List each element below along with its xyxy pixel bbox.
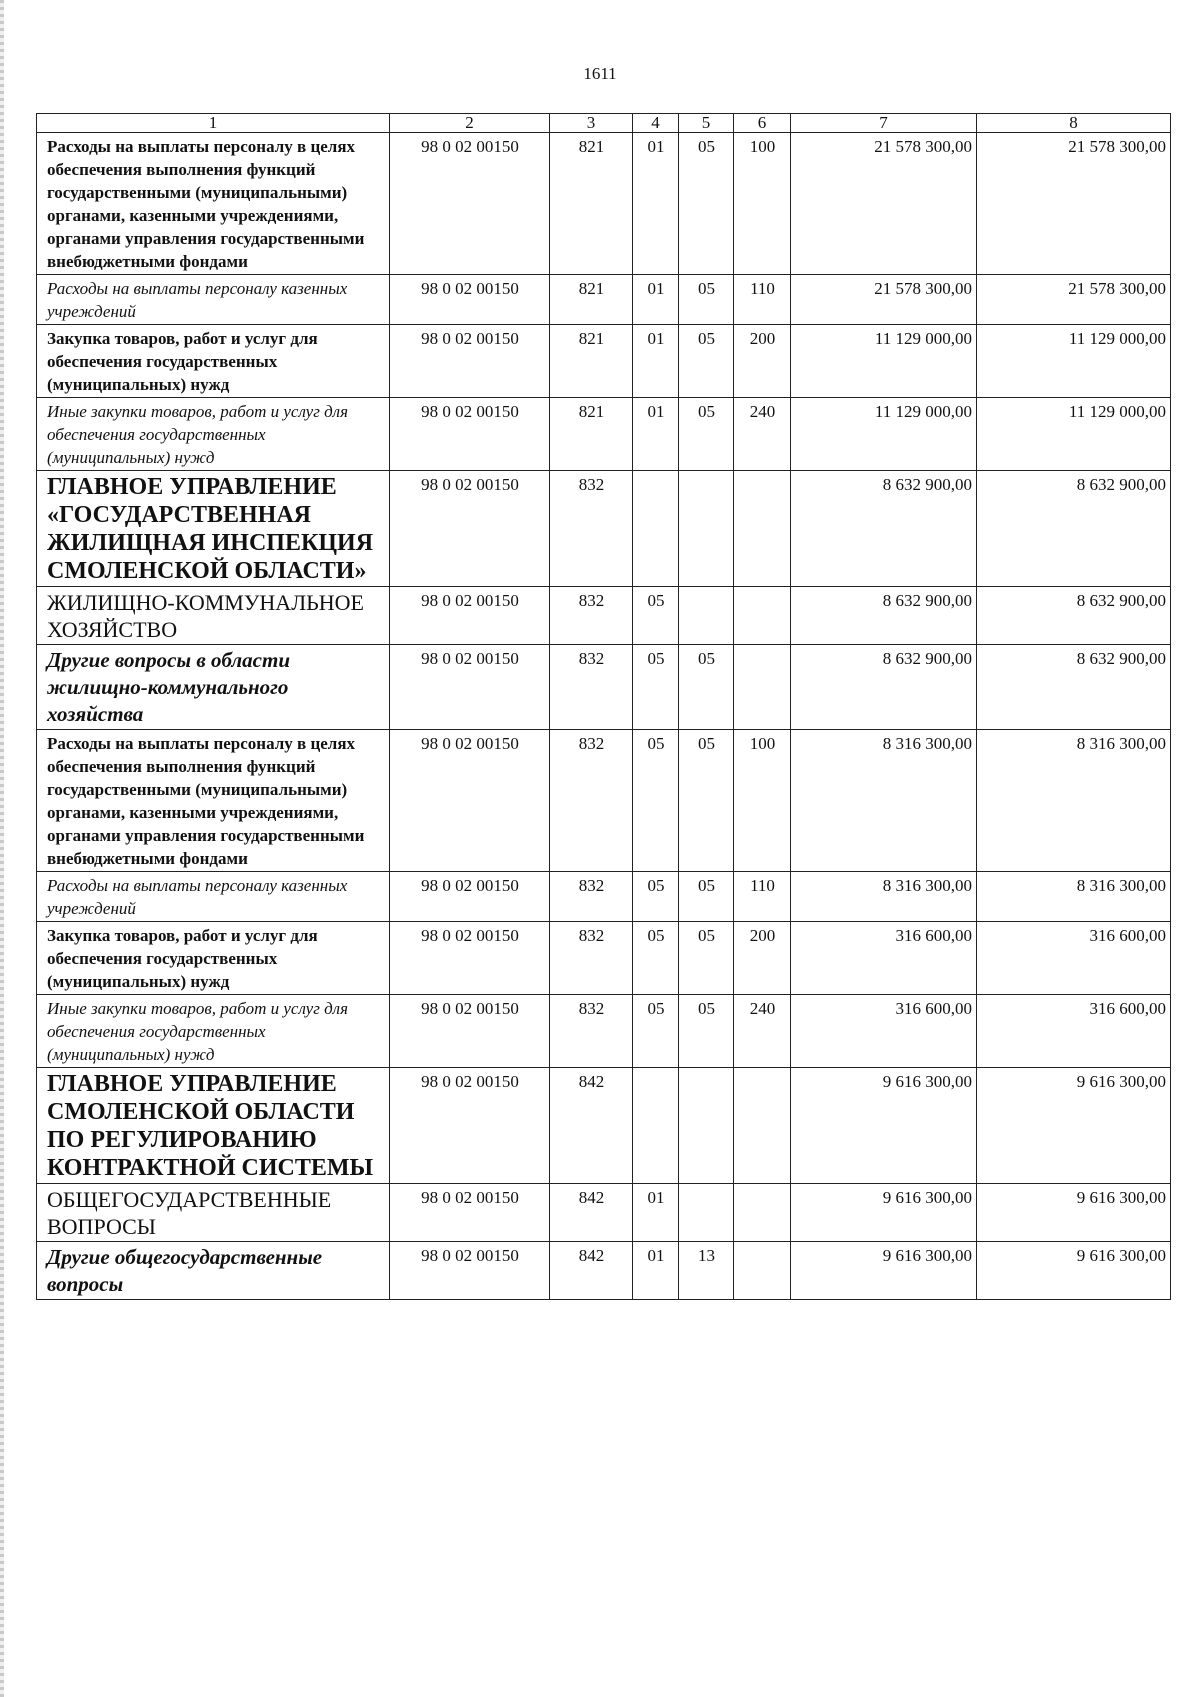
page-number: 1611 [583, 64, 617, 83]
row-col6-cell: 110 [734, 275, 791, 325]
row-amount-cell: 9 616 300,00 [791, 1184, 977, 1242]
row-col6-cell [734, 1242, 791, 1300]
row-code-cell: 98 0 02 00150 [390, 1068, 550, 1184]
row-col5-cell: 05 [679, 922, 734, 995]
scan-edge [0, 0, 4, 1697]
row-amount-cell: 21 578 300,00 [977, 133, 1171, 275]
row-amount-cell: 9 616 300,00 [791, 1068, 977, 1184]
row-col6-cell: 240 [734, 398, 791, 471]
row-col5-cell [679, 471, 734, 587]
row-code-cell: 98 0 02 00150 [390, 872, 550, 922]
row-col5-cell: 05 [679, 275, 734, 325]
row-amount-cell: 21 578 300,00 [791, 275, 977, 325]
row-col5-cell: 05 [679, 133, 734, 275]
row-col3-cell: 821 [550, 275, 633, 325]
row-code-cell: 98 0 02 00150 [390, 645, 550, 730]
row-col5-cell: 05 [679, 872, 734, 922]
table-body [37, 133, 1171, 1300]
column-header: 8 [977, 114, 1171, 133]
table-row [37, 872, 1171, 922]
row-col4-cell: 05 [633, 730, 679, 872]
row-col4-cell: 01 [633, 1184, 679, 1242]
table-row [37, 133, 1171, 275]
row-col3-cell: 832 [550, 922, 633, 995]
row-amount-cell: 11 129 000,00 [977, 325, 1171, 398]
row-code-cell: 98 0 02 00150 [390, 133, 550, 275]
row-amount-cell: 8 316 300,00 [977, 872, 1171, 922]
row-code-cell: 98 0 02 00150 [390, 275, 550, 325]
row-col6-cell: 110 [734, 872, 791, 922]
row-amount-cell: 9 616 300,00 [977, 1242, 1171, 1300]
row-col3-cell: 832 [550, 872, 633, 922]
row-amount-cell: 8 632 900,00 [791, 587, 977, 645]
row-amount-cell: 316 600,00 [977, 995, 1171, 1068]
row-col6-cell: 200 [734, 325, 791, 398]
row-col3-cell: 842 [550, 1068, 633, 1184]
row-amount-cell: 316 600,00 [977, 922, 1171, 995]
row-amount-cell: 8 632 900,00 [977, 645, 1171, 730]
row-col4-cell: 01 [633, 133, 679, 275]
row-col6-cell [734, 1184, 791, 1242]
row-col6-cell: 240 [734, 995, 791, 1068]
budget-table [36, 113, 1171, 1300]
row-col3-cell: 832 [550, 730, 633, 872]
table-header [37, 114, 1171, 133]
row-col3-cell: 821 [550, 133, 633, 275]
row-amount-cell: 8 632 900,00 [977, 587, 1171, 645]
table-row [37, 1242, 1171, 1300]
row-col4-cell: 05 [633, 995, 679, 1068]
row-name-cell: Расходы на выплаты персоналу в целях обеспечения выполнения функций государственными (муниципальными) органами, казенными учреждениями, органами управления государственными внебюджетными фондами [37, 730, 390, 872]
row-col4-cell: 01 [633, 1242, 679, 1300]
row-name-cell: Другие вопросы в области жилищно-коммунального хозяйства [37, 645, 390, 730]
table-row [37, 587, 1171, 645]
row-col5-cell: 13 [679, 1242, 734, 1300]
row-col4-cell: 01 [633, 325, 679, 398]
column-header: 6 [734, 114, 791, 133]
row-amount-cell: 11 129 000,00 [791, 325, 977, 398]
row-code-cell: 98 0 02 00150 [390, 1242, 550, 1300]
row-col4-cell: 01 [633, 275, 679, 325]
row-name-cell: Закупка товаров, работ и услуг для обеспечения государственных (муниципальных) нужд [37, 325, 390, 398]
row-col5-cell: 05 [679, 325, 734, 398]
row-col3-cell: 842 [550, 1242, 633, 1300]
row-col5-cell: 05 [679, 398, 734, 471]
row-code-cell: 98 0 02 00150 [390, 471, 550, 587]
table-row [37, 730, 1171, 872]
row-col4-cell: 05 [633, 922, 679, 995]
row-col4-cell: 05 [633, 587, 679, 645]
row-amount-cell: 9 616 300,00 [977, 1184, 1171, 1242]
row-amount-cell: 11 129 000,00 [977, 398, 1171, 471]
table-row [37, 325, 1171, 398]
row-col5-cell: 05 [679, 730, 734, 872]
row-name-cell: Расходы на выплаты персоналу казенных учреждений [37, 275, 390, 325]
row-amount-cell: 9 616 300,00 [977, 1068, 1171, 1184]
row-name-cell: ГЛАВНОЕ УПРАВЛЕНИЕ «ГОСУДАРСТВЕННАЯ ЖИЛИЩНАЯ ИНСПЕКЦИЯ СМОЛЕНСКОЙ ОБЛАСТИ» [37, 471, 390, 587]
table-row [37, 398, 1171, 471]
row-name-cell: Закупка товаров, работ и услуг для обеспечения государственных (муниципальных) нужд [37, 922, 390, 995]
row-col3-cell: 821 [550, 398, 633, 471]
row-amount-cell: 8 632 900,00 [791, 471, 977, 587]
row-col6-cell: 100 [734, 133, 791, 275]
row-col4-cell: 05 [633, 645, 679, 730]
row-col4-cell [633, 471, 679, 587]
row-name-cell: Иные закупки товаров, работ и услуг для обеспечения государственных (муниципальных) нужд [37, 398, 390, 471]
row-col6-cell [734, 587, 791, 645]
row-col3-cell: 832 [550, 587, 633, 645]
row-col5-cell [679, 587, 734, 645]
row-col5-cell: 05 [679, 995, 734, 1068]
row-col4-cell: 05 [633, 872, 679, 922]
row-name-cell: Расходы на выплаты персоналу в целях обеспечения выполнения функций государственными (муниципальными) органами, казенными учреждениями, органами управления государственными внебюджетными фондами [37, 133, 390, 275]
row-col6-cell [734, 1068, 791, 1184]
table-row [37, 1068, 1171, 1184]
row-code-cell: 98 0 02 00150 [390, 730, 550, 872]
row-amount-cell: 21 578 300,00 [791, 133, 977, 275]
row-amount-cell: 8 632 900,00 [791, 645, 977, 730]
row-amount-cell: 8 316 300,00 [791, 730, 977, 872]
row-code-cell: 98 0 02 00150 [390, 587, 550, 645]
table-row [37, 1184, 1171, 1242]
table-row [37, 645, 1171, 730]
table-row [37, 275, 1171, 325]
column-header: 3 [550, 114, 633, 133]
row-amount-cell: 9 616 300,00 [791, 1242, 977, 1300]
row-col5-cell [679, 1068, 734, 1184]
column-header: 7 [791, 114, 977, 133]
row-name-cell: Другие общегосударственные вопросы [37, 1242, 390, 1300]
row-amount-cell: 316 600,00 [791, 922, 977, 995]
row-name-cell: ОБЩЕГОСУДАРСТВЕННЫЕ ВОПРОСЫ [37, 1184, 390, 1242]
column-header: 4 [633, 114, 679, 133]
header-row [37, 114, 1171, 133]
row-col4-cell [633, 1068, 679, 1184]
row-col3-cell: 821 [550, 325, 633, 398]
table-row [37, 922, 1171, 995]
table-row [37, 471, 1171, 587]
row-col3-cell: 832 [550, 471, 633, 587]
row-col3-cell: 832 [550, 645, 633, 730]
row-name-cell: Расходы на выплаты персоналу казенных учреждений [37, 872, 390, 922]
table-row [37, 995, 1171, 1068]
row-name-cell: ГЛАВНОЕ УПРАВЛЕНИЕ СМОЛЕНСКОЙ ОБЛАСТИ ПО РЕГУЛИРОВАНИЮ КОНТРАКТНОЙ СИСТЕМЫ [37, 1068, 390, 1184]
row-col3-cell: 832 [550, 995, 633, 1068]
row-col5-cell [679, 1184, 734, 1242]
row-col6-cell: 200 [734, 922, 791, 995]
row-code-cell: 98 0 02 00150 [390, 995, 550, 1068]
column-header: 1 [37, 114, 390, 133]
row-col5-cell: 05 [679, 645, 734, 730]
column-header: 5 [679, 114, 734, 133]
row-code-cell: 98 0 02 00150 [390, 325, 550, 398]
row-col3-cell: 842 [550, 1184, 633, 1242]
row-name-cell: Иные закупки товаров, работ и услуг для обеспечения государственных (муниципальных) нужд [37, 995, 390, 1068]
row-col4-cell: 01 [633, 398, 679, 471]
row-col6-cell: 100 [734, 730, 791, 872]
row-amount-cell: 8 632 900,00 [977, 471, 1171, 587]
row-amount-cell: 8 316 300,00 [791, 872, 977, 922]
column-header: 2 [390, 114, 550, 133]
row-name-cell: ЖИЛИЩНО-КОММУНАЛЬНОЕ ХОЗЯЙСТВО [37, 587, 390, 645]
row-amount-cell: 11 129 000,00 [791, 398, 977, 471]
row-col6-cell [734, 471, 791, 587]
row-amount-cell: 316 600,00 [791, 995, 977, 1068]
row-code-cell: 98 0 02 00150 [390, 922, 550, 995]
row-code-cell: 98 0 02 00150 [390, 398, 550, 471]
row-amount-cell: 21 578 300,00 [977, 275, 1171, 325]
row-col6-cell [734, 645, 791, 730]
row-code-cell: 98 0 02 00150 [390, 1184, 550, 1242]
row-amount-cell: 8 316 300,00 [977, 730, 1171, 872]
